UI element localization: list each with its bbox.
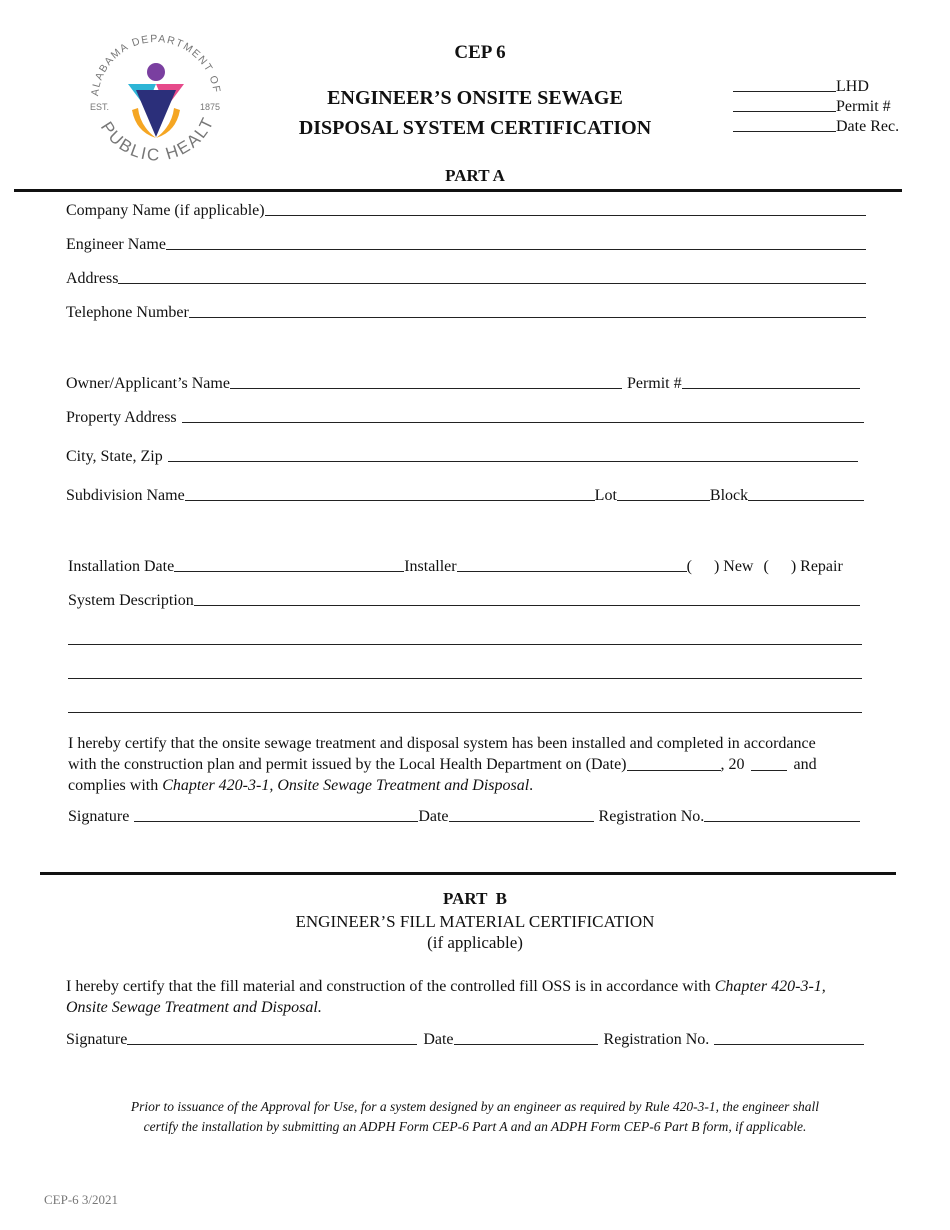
system-description-line-2[interactable] xyxy=(68,644,862,645)
part-a-cert-period: . xyxy=(529,777,534,794)
form-title xyxy=(250,83,700,143)
part-a-registration-input[interactable] xyxy=(704,821,860,822)
repair-checkbox[interactable] xyxy=(763,558,842,576)
new-checkbox[interactable] xyxy=(687,558,754,576)
owner-name-input[interactable] xyxy=(230,388,622,389)
property-address-label: Property Address xyxy=(66,409,177,426)
part-b-subtitle: ENGINEER’S FILL MATERIAL CERTIFICATION xyxy=(295,912,655,931)
part-a-cert-line-3a: complies with xyxy=(68,777,163,794)
subdivision-label: Subdivision Name xyxy=(66,487,185,504)
new-checkbox-open: ( xyxy=(686,558,692,575)
date-received-field[interactable] xyxy=(733,116,918,136)
form-title-line-2: DISPOSAL SYSTEM CERTIFICATION xyxy=(298,117,652,139)
system-description-field[interactable] xyxy=(68,592,860,610)
permit-label: Permit # xyxy=(626,375,682,392)
lhd-label: LHD xyxy=(836,78,869,95)
subdivision-row xyxy=(66,487,864,505)
part-a-divider xyxy=(14,189,902,192)
part-a-registration-label: Registration No. xyxy=(598,808,705,825)
svg-text:ALABAMA DEPARTMENT OF: ALABAMA DEPARTMENT OF xyxy=(89,32,223,97)
owner-name-label: Owner/Applicant’s Name xyxy=(66,375,230,392)
part-b-cert-line-2-text: Onsite Sewage Treatment and Disposal. xyxy=(66,999,322,1016)
system-description-label: System Description xyxy=(68,592,194,609)
part-b-signature-input[interactable] xyxy=(127,1044,417,1045)
svg-text:1875: 1875 xyxy=(200,102,221,112)
city-state-zip-label: City, State, Zip xyxy=(66,448,163,465)
part-a-date-label: Date xyxy=(418,808,449,825)
telephone-label: Telephone Number xyxy=(66,304,189,321)
lhd-field[interactable] xyxy=(733,76,918,96)
approval-year-input[interactable] xyxy=(751,770,787,771)
footer-note-line-2: certify the installation by submitting an ADPH Form CEP-6 Part A and an ADPH Form CEP-6 Part B form, if applicable. xyxy=(143,1119,807,1134)
part-b-heading: PART B xyxy=(443,889,507,908)
part-b-cert-line-2 xyxy=(66,997,896,1018)
adph-logo-graphic xyxy=(76,22,236,172)
part-a-heading: PART A xyxy=(445,166,505,185)
part-b-signature-row xyxy=(66,1031,864,1049)
part-a-certification-text xyxy=(68,733,878,796)
engineer-name-field[interactable] xyxy=(66,236,866,254)
telephone-field[interactable] xyxy=(66,304,866,322)
permit-input[interactable] xyxy=(682,388,860,389)
part-b-date-label: Date xyxy=(423,1031,454,1048)
part-b-cert-chapter: Chapter 420-3-1, xyxy=(714,978,826,995)
permit-office-label: Permit # xyxy=(836,98,891,115)
installation-date-input[interactable] xyxy=(174,571,404,572)
office-use-fields xyxy=(733,76,918,136)
part-a-signature-input[interactable] xyxy=(134,821,418,822)
part-b-registration-input[interactable] xyxy=(714,1044,864,1045)
adph-logo xyxy=(76,22,236,172)
part-b-signature-label: Signature xyxy=(66,1031,128,1048)
owner-permit-row xyxy=(66,375,860,393)
block-input[interactable] xyxy=(748,500,864,501)
installation-date-label: Installation Date xyxy=(68,558,175,575)
lot-input[interactable] xyxy=(617,500,710,501)
address-field[interactable] xyxy=(66,270,866,288)
engineer-name-label: Engineer Name xyxy=(66,236,166,253)
company-name-field[interactable] xyxy=(66,202,866,220)
footer-note xyxy=(40,1097,910,1137)
address-label: Address xyxy=(66,270,119,287)
svg-text:PUBLIC HEALTH: PUBLIC HEALT xyxy=(96,113,219,165)
form-revision-id: CEP-6 3/2021 xyxy=(44,1192,119,1207)
company-name-label: Company Name (if applicable) xyxy=(66,202,265,219)
part-a-cert-line-2a: with the construction plan and permit issued by the Local Health Department on (Date) xyxy=(68,756,627,773)
part-a-signature-label: Signature xyxy=(68,808,130,825)
part-b-date-input[interactable] xyxy=(454,1044,598,1045)
part-a-cert-year-prefix: , 20 xyxy=(720,756,745,773)
form-code: CEP 6 xyxy=(454,42,506,63)
part-b-certification-text xyxy=(66,976,896,1018)
city-state-zip-field[interactable] xyxy=(66,448,858,466)
part-a-cert-line-1: I hereby certify that the onsite sewage treatment and disposal system has been installed and completed in accordance xyxy=(68,735,816,752)
permit-office-field[interactable] xyxy=(733,96,918,116)
part-b-divider xyxy=(40,872,896,875)
subdivision-input[interactable] xyxy=(185,500,595,501)
installation-row xyxy=(68,558,864,576)
part-b-cert-line-1a: I hereby certify that the fill material and construction of the controlled fill OSS is in accordance with xyxy=(66,978,715,995)
lot-label: Lot xyxy=(594,487,617,504)
repair-label: ) Repair xyxy=(790,558,843,575)
form-title-line-1: ENGINEER’S ONSITE SEWAGE xyxy=(327,87,623,109)
approval-date-input[interactable] xyxy=(627,770,721,771)
property-address-field[interactable] xyxy=(66,409,864,427)
installer-label: Installer xyxy=(404,558,457,575)
part-a-cert-chapter: Chapter 420-3-1, Onsite Sewage Treatment and Disposal xyxy=(162,777,530,794)
part-a-cert-line-2 xyxy=(68,754,878,775)
part-a-date-input[interactable] xyxy=(449,821,594,822)
part-b-subtitle-2: (if applicable) xyxy=(427,933,523,952)
part-a-cert-and: and xyxy=(793,756,817,773)
installer-input[interactable] xyxy=(457,571,687,572)
footer-note-line-1: Prior to issuance of the Approval for Use, for a system designed by an engineer as required by Rule 420-3-1, the engineer shall xyxy=(130,1099,820,1114)
new-label: ) New xyxy=(713,558,754,575)
repair-checkbox-open: ( xyxy=(763,558,769,575)
part-b-registration-label: Registration No. xyxy=(603,1031,710,1048)
date-received-label: Date Rec. xyxy=(836,118,900,135)
system-description-line-3[interactable] xyxy=(68,678,862,679)
part-a-signature-row xyxy=(68,808,860,826)
part-b-cert-line-1 xyxy=(66,976,896,997)
part-a-cert-line-3 xyxy=(68,775,878,796)
system-description-line-4[interactable] xyxy=(68,712,862,713)
block-label: Block xyxy=(709,487,749,504)
svg-text:EST.: EST. xyxy=(90,102,110,112)
